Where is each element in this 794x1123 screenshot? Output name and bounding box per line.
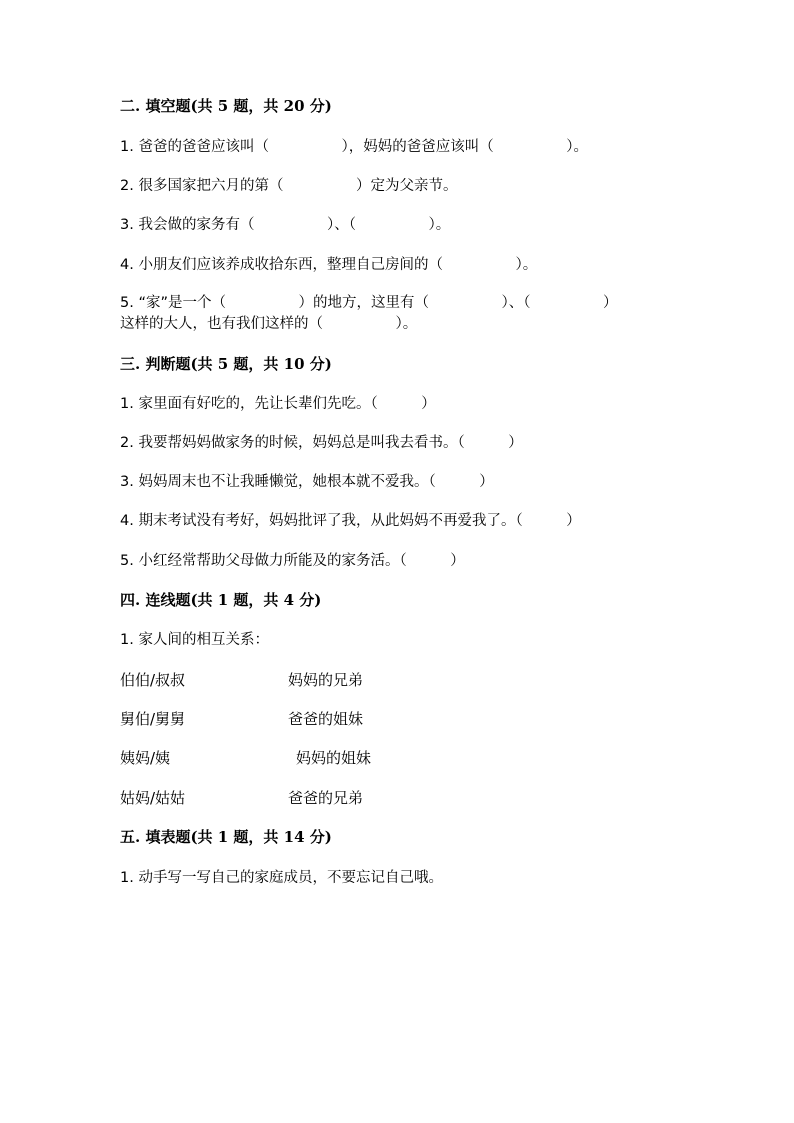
judge-question-5: 5. 小红经常帮助父母做力所能及的家务活。（ ）	[120, 553, 465, 569]
judge-question-3: 3. 妈妈周末也不让我睡懒觉，她根本就不爱我。（ ）	[120, 474, 494, 490]
judge-question-1: 1. 家里面有好吃的，先让长辈们先吃。（ ）	[120, 396, 436, 412]
fill-question-5-line-1: 5. “家”是一个（ ）的地方，这里有（ ）、（ ）	[120, 295, 618, 311]
match-right-2: 爸爸的姐妹	[288, 710, 364, 728]
judge-question-4: 4. 期末考试没有考好，妈妈批评了我，从此妈妈不再爱我了。（ ）	[120, 513, 581, 529]
fill-question-1: 1. 爸爸的爸爸应该叫（ ），妈妈的爸爸应该叫（ ）。	[120, 139, 588, 155]
match-left-3: 姨妈/姨	[120, 749, 171, 767]
fill-question-5-line-2: 这样的大人，也有我们这样的（ ）。	[120, 316, 418, 332]
match-question-1: 1. 家人间的相互关系：	[120, 632, 269, 648]
match-left-1: 伯伯/叔叔	[120, 671, 186, 689]
fill-question-2: 2. 很多国家把六月的第（ ）定为父亲节。	[120, 178, 458, 194]
match-right-4: 爸爸的兄弟	[288, 789, 364, 807]
table-question-1: 1. 动手写一写自己的家庭成员，不要忘记自己哦。	[120, 870, 443, 886]
section-4-heading: 四. 连线题(共 1 题，共 4 分)	[120, 591, 322, 609]
judge-question-2: 2. 我要帮妈妈做家务的时候，妈妈总是叫我去看书。（ ）	[120, 435, 523, 451]
section-5-heading: 五. 填表题(共 1 题，共 14 分)	[120, 828, 332, 846]
match-right-1: 妈妈的兄弟	[288, 671, 364, 689]
match-left-2: 舅伯/舅舅	[120, 710, 186, 728]
fill-question-3: 3. 我会做的家务有（ ）、（ ）。	[120, 217, 451, 233]
fill-question-4: 4. 小朋友们应该养成收拾东西，整理自己房间的（ ）。	[120, 257, 538, 273]
section-2-heading: 二. 填空题(共 5 题，共 20 分)	[120, 97, 332, 115]
section-3-heading: 三. 判断题(共 5 题，共 10 分)	[120, 355, 332, 373]
match-right-3: 妈妈的姐妹	[296, 749, 372, 767]
match-left-4: 姑妈/姑姑	[120, 789, 186, 807]
